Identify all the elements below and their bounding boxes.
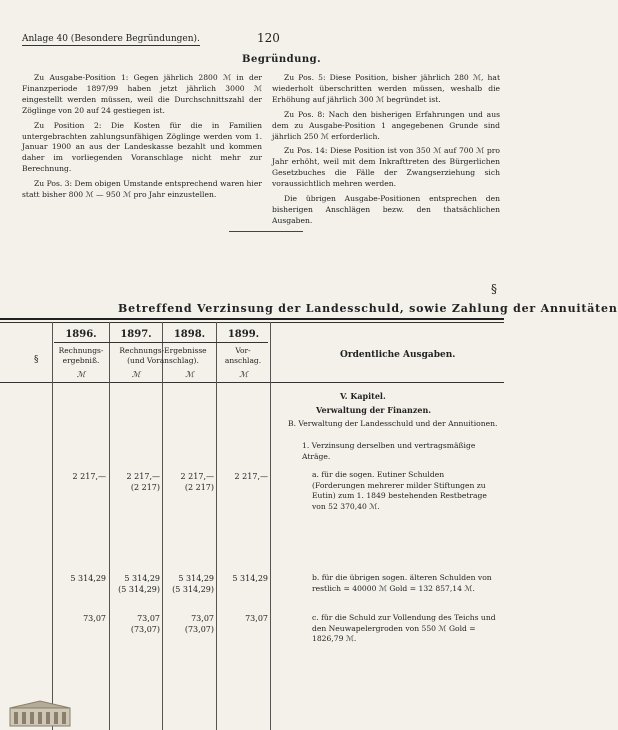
paragraph: Zu Pos. 3: Dem obigen Umstande entsprechend waren hier statt bisher 800 ℳ — 950 ℳ pro Jahr einzustellen.: [22, 179, 262, 200]
currency-mark: ℳ: [131, 370, 141, 379]
section-b-title: B. Verwaltung der Landesschuld und der Annuitionen.: [288, 419, 498, 428]
year-underline: [54, 342, 268, 343]
value-1898: 5 314,29: [178, 574, 214, 583]
value-1899: 5 314,29: [232, 574, 268, 583]
paragraph: Zu Position 2: Die Kosten für die in Familien untergebrachten zahlungsunfähigen Zöglinge werden vom 1. Januar 1900 an aus der Landeskasse bezahlt und kommen daher im vorliegenden Voranschlage nicht mehr zur Berechnung.: [22, 120, 262, 174]
value-1897-estimate: (5 314,29): [118, 585, 160, 594]
year-1899: 1899.: [227, 329, 260, 340]
paragraph: Zu Pos. 8: Nach den bisherigen Erfahrungen und aus dem zu Ausgabe-Position 1 angegebenen Grunde sind jährlich 250 ℳ erforderlich.: [272, 109, 500, 141]
year-1897: 1897.: [120, 329, 152, 340]
table-top-rule: [0, 318, 504, 320]
paragraph: Zu Pos. 14: Diese Position ist von 350 ℳ auf 700 ℳ pro Jahr erhöht, weil mit dem Inkrafttreten des Bürgerlichen Gesetzbuches die Fälle der Zwangserziehung sich voraussichtlich mehren werden.: [272, 146, 500, 189]
chapter-title: V. Kapitel.: [340, 391, 386, 401]
currency-mark: ℳ: [76, 370, 86, 379]
paragraph: Zu Pos. 5: Diese Position, bisher jährlich 280 ℳ, hat wiederholt überschritten werden müssen, weshalb die Erhöhung auf jährlich 300 ℳ begründet ist.: [272, 73, 500, 104]
item-1-title: 1. Verzinsung derselben und vertragsmäßige Aträge.: [302, 441, 476, 461]
value-1897: 73,07: [137, 614, 160, 623]
value-1897: 2 217,—: [126, 472, 160, 481]
value-1897-estimate: (2 217): [130, 483, 160, 492]
header-1899-sub: Vor-anschlag.: [224, 346, 262, 365]
left-text-column: [22, 73, 262, 205]
section-heading: Begründung.: [242, 54, 322, 65]
column-divider: [216, 322, 217, 730]
currency-mark: ℳ: [239, 370, 248, 379]
table-header-rule: [0, 382, 504, 383]
value-1898: 73,07: [191, 614, 214, 623]
column-divider: [162, 322, 163, 730]
header-paragraph-symbol: §: [34, 355, 39, 365]
paragraph: Die übrigen Ausgabe-Positionen entsprechen den bisherigen Anschlägen bezw. den thatsächlichen Ausgaben.: [272, 194, 500, 225]
year-1896: 1896.: [65, 329, 97, 340]
currency-mark: ℳ: [185, 370, 194, 379]
page-number: 120: [257, 31, 280, 45]
value-1897-estimate: (73,07): [130, 625, 160, 634]
value-1898: 2 217,—: [180, 472, 214, 481]
table-top-rule-thin: [0, 322, 504, 323]
column-divider: [52, 322, 53, 730]
paragraph: Zu Ausgabe-Position 1: Gegen jährlich 2800 ℳ in der Finanzperiode 1897/99 haben jetzt jährlich 3000 ℳ eingestellt werden müssen, weil die Durchschnittszahl der Zöglinge von 20 auf 24 gestiegen ist.: [22, 73, 262, 115]
year-1898: 1898.: [173, 329, 206, 340]
table-title: Betreffend Verzinsung der Landesschuld, sowie Zahlung der Annuitäten: [118, 302, 618, 315]
value-1899: 73,07: [245, 614, 268, 623]
value-1896: 5 314,29: [70, 574, 106, 583]
column-divider: [270, 322, 271, 730]
row-description: b. für die übrigen sogen. älteren Schulden von restlich = 40000 ℳ Gold = 132 857,14 ℳ.: [312, 573, 492, 593]
value-1896: 2 217,—: [72, 472, 106, 481]
library-building-logo: [8, 700, 72, 728]
section-symbol: §: [491, 282, 497, 296]
separator-line: [229, 231, 303, 232]
value-1896: 73,07: [83, 614, 106, 623]
value-1897: 5 314,29: [124, 574, 160, 583]
right-text-column: [272, 73, 500, 231]
row-description: c. für die Schuld zur Vollendung des Teichs und den Neuwapelergroden von 550 ℳ Gold = 1826,79 ℳ.: [312, 613, 496, 643]
value-1898-estimate: (73,07): [184, 625, 214, 634]
value-1898-estimate: (2 217): [184, 483, 214, 492]
value-1898-estimate: (5 314,29): [172, 585, 214, 594]
chapter-subtitle: Verwaltung der Finanzen.: [316, 405, 432, 415]
description-header: Ordentliche Ausgaben.: [340, 350, 456, 360]
value-1899: 2 217,—: [234, 472, 268, 481]
running-header: Anlage 40 (Besondere Begründungen).: [22, 34, 200, 44]
header-1896-sub: Rechnungs-ergebniß.: [58, 346, 104, 365]
header-1897-1898-sub: Rechnungs-Ergebnisse (und Voranschlag).: [119, 346, 207, 365]
column-divider: [109, 322, 110, 730]
row-description: a. für die sogen. Eutiner Schulden (Forderungen mehrerer milder Stiftungen zu Eutin) zum 1. 1849 bestehenden Restbetrage von 52 370,40 ℳ.: [312, 470, 487, 511]
